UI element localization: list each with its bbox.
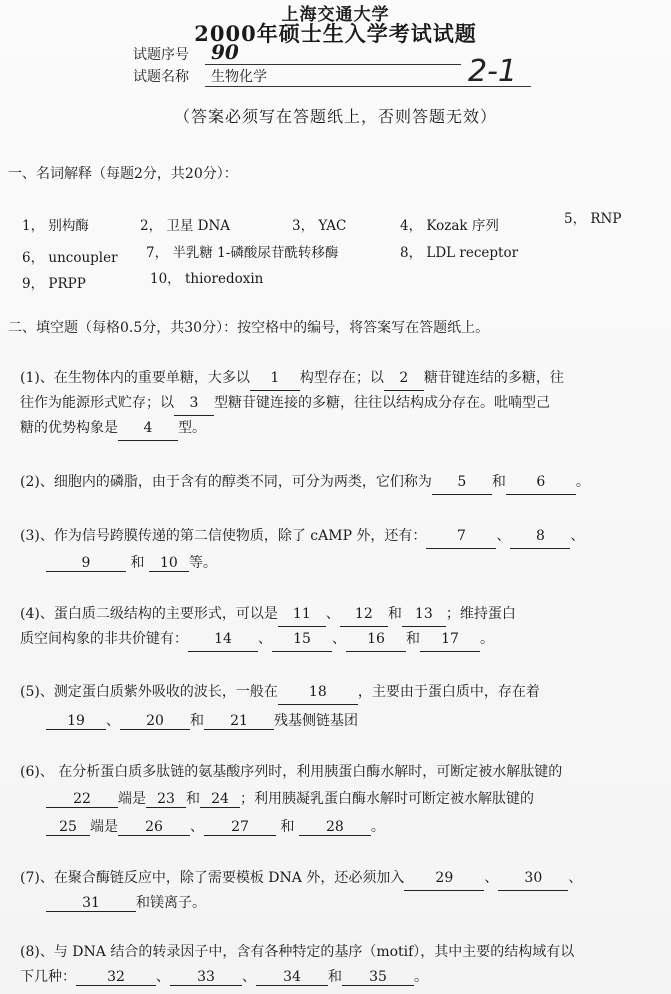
question-7-line2: 31 和镁离子。 xyxy=(46,892,206,912)
term-5: 5， RNP xyxy=(564,211,622,227)
section1-heading: 一、名词解释（每题2分，共20分）： xyxy=(8,166,238,182)
question-6: (6)、 在分析蛋白质多肽链的氨基酸序列时，利用胰蛋白酶水解时，可断定被水解肽键的 xyxy=(20,764,563,780)
question-6-line2: 22 端是 23 和 24 ；利用胰凝乳蛋白酶水解时可断定被水解肽键的 xyxy=(46,788,534,808)
blank-12: 12 xyxy=(340,602,388,627)
exam-code-label: 试题序号 xyxy=(133,47,189,63)
blank-18: 18 xyxy=(278,680,358,705)
blank-29: 29 xyxy=(404,866,484,891)
exam-title: 2000年硕士生入学考试试题 xyxy=(194,21,477,46)
blank-7: 7 xyxy=(426,524,496,549)
blank-19: 19 xyxy=(46,713,106,730)
blank-6: 6 xyxy=(506,470,576,495)
university-name: 上海交通大学 xyxy=(281,5,390,25)
blank-15: 15 xyxy=(272,627,332,652)
blank-16: 16 xyxy=(346,627,406,652)
blank-28: 28 xyxy=(299,819,371,836)
blank-14: 14 xyxy=(188,627,258,652)
question-2: (2)、细胞内的磷脂，由于含有的醇类不同，可分为两类，它们称为 5 和 6 。 xyxy=(20,470,590,495)
blank-33: 33 xyxy=(170,969,242,986)
blank-22: 22 xyxy=(46,791,118,808)
blank-1: 1 xyxy=(250,366,300,391)
term-7: 7， 半乳糖 1-磷酸尿苷酰转移酶 xyxy=(146,245,339,261)
blank-11: 11 xyxy=(278,602,326,627)
exam-name-value: 生物化学 xyxy=(205,66,531,87)
exam-code-value: 90 xyxy=(205,40,461,65)
blank-30: 30 xyxy=(498,866,568,891)
section2-heading: 二、填空题（每格0.5分，共30分）：按空格中的编号，将答案写在答题纸上。 xyxy=(8,320,490,336)
blank-24: 24 xyxy=(200,791,240,808)
question-8-line2: 下几种： 32 、 33 、 34 和 35 。 xyxy=(20,969,428,985)
term-1: 1， 别构酶 xyxy=(22,218,89,234)
blank-9: 9 xyxy=(46,555,126,572)
blank-20: 20 xyxy=(120,713,190,730)
question-3: (3)、作为信号跨膜传递的第二信使物质，除了 cAMP 外，还有： 7 、 8 、 xyxy=(20,524,584,549)
term-4: 4， Kozak 序列 xyxy=(400,218,499,234)
term-6: 6， uncoupler xyxy=(22,250,118,266)
term-9: 9， PRPP xyxy=(22,276,86,292)
exam-code-row xyxy=(133,40,461,65)
blank-21: 21 xyxy=(204,713,274,730)
blank-23: 23 xyxy=(146,791,186,808)
answer-notice: （答案必须写在答题纸上，否则答题无效） xyxy=(173,107,497,126)
blank-4: 4 xyxy=(118,416,178,441)
blank-8: 8 xyxy=(510,524,570,549)
question-5-line2: 19 、 20 和 21 残基侧链基团 xyxy=(46,710,358,730)
question-6-line3: 25 端是 26 、 27 和 28 。 xyxy=(46,816,385,836)
question-4: (4)、蛋白质二级结构的主要形式，可以是 11 、 12 和 13 ；维持蛋白 质空间构象的非共价键有： 14 、 15 、 16 和 17 。 xyxy=(20,602,516,652)
blank-27: 27 xyxy=(204,819,276,836)
blank-5: 5 xyxy=(432,470,492,495)
term-8: 8， LDL receptor xyxy=(400,245,519,261)
blank-3: 3 xyxy=(174,391,214,416)
blank-26: 26 xyxy=(118,819,190,836)
term-2: 2， 卫星 DNA xyxy=(140,218,231,234)
blank-32: 32 xyxy=(76,969,156,986)
question-8: (8)、与 DNA 结合的转录因子中，含有各种特定的基序（motif），其中主要的结构域有以 xyxy=(20,944,575,960)
blank-17: 17 xyxy=(420,627,480,652)
blank-31: 31 xyxy=(46,895,136,912)
blank-35: 35 xyxy=(342,969,414,986)
blank-34: 34 xyxy=(256,969,328,986)
exam-name-label: 试题名称 xyxy=(133,69,189,85)
question-1: (1)、在生物体内的重要单糖，大多以 1 构型存在；以 2 糖苷键连结的多糖，往 往作为能源形式贮存；以 3 型糖苷键连接的多糖，往往以结构成分存在。吡喃型己 糖的优势构象是 4 型。 xyxy=(20,366,564,441)
question-7: (7)、在聚合酶链反应中，除了需要模板 DNA 外，还必须加入 29 、 30 、 xyxy=(20,866,582,891)
handwritten-mark: 2-1 xyxy=(468,54,517,89)
question-5: (5)、测定蛋白质紫外吸收的波长，一般在 18 ，主要由于蛋白质中，存在着 xyxy=(20,680,540,705)
question-3-line2: 9 和 10 等。 xyxy=(46,552,217,572)
blank-2: 2 xyxy=(384,366,424,391)
blank-10: 10 xyxy=(149,555,189,572)
blank-13: 13 xyxy=(402,602,446,627)
term-3: 3， YAC xyxy=(292,218,347,234)
term-10: 10， thioredoxin xyxy=(150,271,264,287)
blank-25: 25 xyxy=(46,819,90,836)
